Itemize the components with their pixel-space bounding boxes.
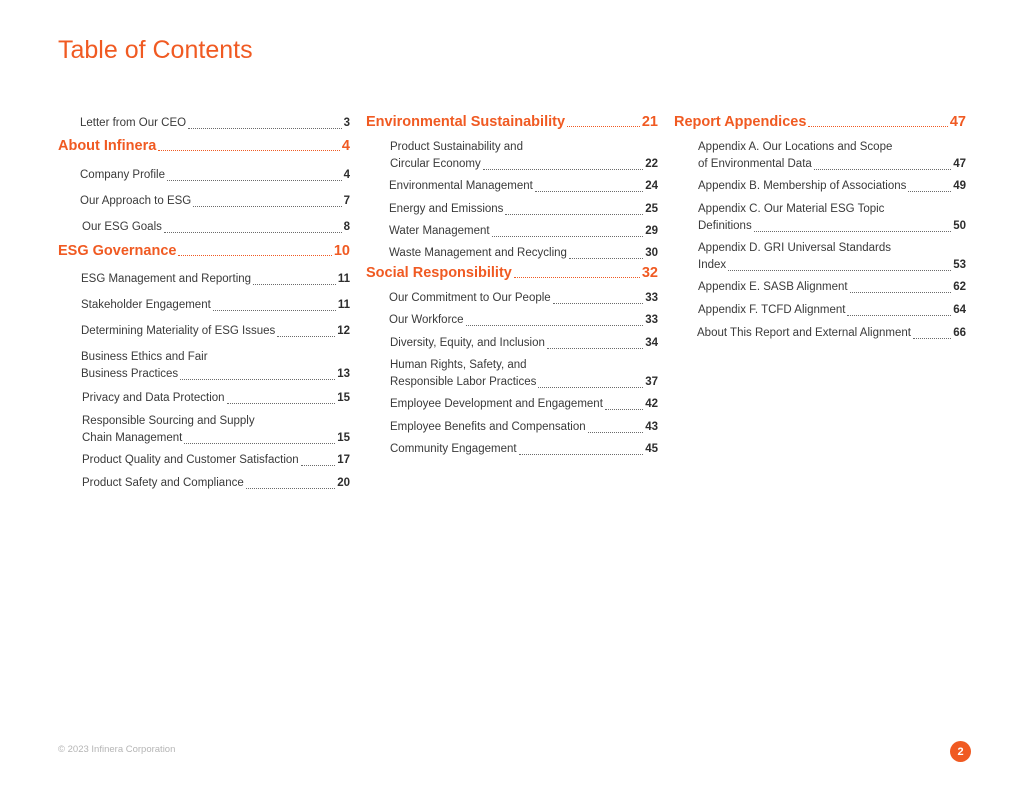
toc-entry-label: Responsible Labor Practices bbox=[390, 376, 537, 388]
toc-entry-product-sustainability[interactable] bbox=[390, 139, 658, 173]
toc-entry-page: 15 bbox=[337, 432, 350, 444]
toc-entry-letter-from-ceo[interactable] bbox=[80, 115, 350, 132]
toc-section-label: Report Appendices bbox=[674, 114, 807, 130]
toc-entry-page: 11 bbox=[337, 299, 350, 311]
toc-entry-page: 34 bbox=[645, 337, 658, 349]
toc-section-page: 47 bbox=[949, 114, 966, 130]
toc-entry-label: Appendix B. Membership of Associations bbox=[698, 180, 907, 192]
toc-entry-waste-management[interactable] bbox=[389, 245, 658, 262]
toc-section-label: ESG Governance bbox=[58, 243, 177, 259]
toc-entry-company-profile[interactable] bbox=[80, 167, 350, 184]
toc-entry-about-this-report[interactable] bbox=[697, 325, 966, 342]
toc-entry-label: Water Management bbox=[389, 225, 490, 237]
toc-section-environmental-sustainability[interactable] bbox=[366, 114, 658, 130]
toc-section-page: 4 bbox=[341, 138, 350, 154]
toc-entry-page: 29 bbox=[645, 225, 658, 237]
toc-entry-appendix-d[interactable] bbox=[698, 240, 966, 274]
toc-entry-appendix-b[interactable] bbox=[698, 178, 966, 195]
toc-entry-appendix-e[interactable] bbox=[698, 279, 966, 296]
toc-entry-label: Product Quality and Customer Satisfaction bbox=[82, 454, 299, 466]
toc-entry-label: Energy and Emissions bbox=[389, 203, 504, 215]
toc-entry-page: 47 bbox=[953, 158, 966, 170]
toc-entry-label: Determining Materiality of ESG Issues bbox=[81, 325, 276, 337]
toc-entry-label: Company Profile bbox=[80, 169, 166, 181]
toc-section-page: 21 bbox=[641, 114, 658, 130]
toc-entry-approach-to-esg[interactable] bbox=[80, 193, 350, 210]
toc-entry-page: 4 bbox=[343, 169, 350, 181]
toc-entry-privacy-data-protection[interactable] bbox=[82, 390, 350, 407]
toc-entry-page: 30 bbox=[645, 247, 658, 259]
toc-section-page: 10 bbox=[333, 243, 350, 259]
toc-entry-page: 50 bbox=[953, 220, 966, 232]
toc-section-page: 32 bbox=[641, 265, 658, 281]
toc-entry-page: 13 bbox=[337, 368, 350, 380]
toc-entry-esg-goals[interactable] bbox=[82, 219, 350, 236]
toc-entry-page: 62 bbox=[953, 281, 966, 293]
toc-entry-page: 15 bbox=[337, 392, 350, 404]
toc-entry-page: 22 bbox=[645, 158, 658, 170]
toc-entry-label: Definitions bbox=[698, 220, 752, 232]
toc-entry-page: 12 bbox=[337, 325, 350, 337]
toc-entry-page: 37 bbox=[645, 376, 658, 388]
toc-entry-label-line1: Human Rights, Safety, and bbox=[390, 359, 527, 371]
toc-entry-label: Chain Management bbox=[82, 432, 183, 444]
page-number-badge: 2 bbox=[950, 741, 971, 762]
toc-entry-employee-benefits[interactable] bbox=[390, 419, 658, 436]
toc-entry-label: Index bbox=[698, 259, 727, 271]
toc-entry-diversity-equity-inclusion[interactable] bbox=[390, 335, 658, 352]
toc-entry-label: of Environmental Data bbox=[698, 158, 812, 170]
toc-entry-commitment-to-people[interactable] bbox=[389, 290, 658, 307]
toc-entry-business-ethics[interactable] bbox=[81, 349, 350, 383]
toc-entry-page: 33 bbox=[645, 292, 658, 304]
toc-entry-label: Business Practices bbox=[81, 368, 179, 380]
toc-entry-label: Product Safety and Compliance bbox=[82, 477, 244, 489]
toc-entry-label: Our Approach to ESG bbox=[80, 195, 192, 207]
toc-entry-page: 24 bbox=[645, 180, 658, 192]
toc-section-label: About Infinera bbox=[58, 138, 157, 154]
toc-entry-water-management[interactable] bbox=[389, 223, 658, 240]
toc-entry-label: Employee Development and Engagement bbox=[390, 398, 603, 410]
toc-entry-label: Waste Management and Recycling bbox=[389, 247, 567, 259]
toc-entry-esg-management-reporting[interactable] bbox=[81, 271, 350, 288]
toc-entry-label: Environmental Management bbox=[389, 180, 533, 192]
copyright-notice: © 2023 Infinera Corporation bbox=[58, 744, 176, 755]
toc-entry-label-line1: Business Ethics and Fair bbox=[81, 351, 208, 363]
toc-section-about-infinera[interactable] bbox=[58, 138, 350, 154]
toc-entry-page: 25 bbox=[645, 203, 658, 215]
toc-entry-appendix-a[interactable] bbox=[698, 139, 966, 173]
toc-entry-employee-development[interactable] bbox=[390, 396, 658, 413]
toc-entry-label-line1: Responsible Sourcing and Supply bbox=[82, 415, 255, 427]
toc-entry-page: 8 bbox=[343, 221, 350, 233]
toc-entry-responsible-sourcing[interactable] bbox=[82, 413, 350, 447]
toc-entry-label: Letter from Our CEO bbox=[80, 117, 187, 129]
toc-entry-label: Stakeholder Engagement bbox=[81, 299, 211, 311]
toc-entry-label: Community Engagement bbox=[390, 443, 517, 455]
toc-entry-page: 20 bbox=[337, 477, 350, 489]
toc-entry-product-safety[interactable] bbox=[82, 475, 350, 492]
toc-entry-determining-materiality[interactable] bbox=[81, 323, 350, 340]
toc-entry-page: 33 bbox=[645, 314, 658, 326]
toc-section-report-appendices[interactable] bbox=[674, 114, 966, 130]
toc-entry-page: 3 bbox=[343, 117, 350, 129]
toc-entry-label: Circular Economy bbox=[390, 158, 481, 170]
toc-entry-label: Appendix F. TCFD Alignment bbox=[698, 304, 846, 316]
toc-entry-product-quality[interactable] bbox=[82, 452, 350, 469]
toc-entry-label: Appendix E. SASB Alignment bbox=[698, 281, 848, 293]
toc-entry-environmental-management[interactable] bbox=[389, 178, 658, 195]
toc-entry-label: Employee Benefits and Compensation bbox=[390, 421, 586, 433]
toc-entry-page: 64 bbox=[953, 304, 966, 316]
toc-entry-appendix-f[interactable] bbox=[698, 302, 966, 319]
toc-section-esg-governance[interactable] bbox=[58, 243, 350, 259]
toc-entry-label: Diversity, Equity, and Inclusion bbox=[390, 337, 545, 349]
toc-entry-page: 53 bbox=[953, 259, 966, 271]
toc-entry-page: 42 bbox=[645, 398, 658, 410]
toc-entry-appendix-c[interactable] bbox=[698, 201, 966, 235]
toc-section-label: Environmental Sustainability bbox=[366, 114, 566, 130]
toc-entry-label: Our ESG Goals bbox=[82, 221, 162, 233]
toc-entry-page: 49 bbox=[953, 180, 966, 192]
toc-entry-page: 11 bbox=[337, 273, 350, 285]
toc-section-label: Social Responsibility bbox=[366, 265, 512, 281]
toc-entry-page: 66 bbox=[953, 327, 966, 339]
toc-entry-label: About This Report and External Alignment bbox=[697, 327, 911, 339]
toc-entry-page: 45 bbox=[645, 443, 658, 455]
toc-entry-label: Our Workforce bbox=[389, 314, 464, 326]
toc-entry-page: 17 bbox=[337, 454, 350, 466]
toc-entry-label-line1: Appendix A. Our Locations and Scope bbox=[698, 141, 893, 153]
toc-entry-energy-emissions[interactable] bbox=[389, 201, 658, 218]
toc-entry-label-line1: Appendix C. Our Material ESG Topic bbox=[698, 203, 885, 215]
toc-entry-label: Our Commitment to Our People bbox=[389, 292, 551, 304]
toc-entry-page: 43 bbox=[645, 421, 658, 433]
toc-entry-our-workforce[interactable] bbox=[389, 312, 658, 329]
toc-entry-page: 7 bbox=[343, 195, 350, 207]
toc-entry-label-line1: Appendix D. GRI Universal Standards bbox=[698, 242, 892, 254]
toc-entry-human-rights[interactable] bbox=[390, 357, 658, 391]
page-title: Table of Contents bbox=[58, 36, 253, 64]
toc-entry-label: Privacy and Data Protection bbox=[82, 392, 225, 404]
toc-entry-community-engagement[interactable] bbox=[390, 441, 658, 458]
toc-entry-label-line1: Product Sustainability and bbox=[390, 141, 523, 153]
toc-entry-stakeholder-engagement[interactable] bbox=[81, 297, 350, 314]
toc-entry-label: ESG Management and Reporting bbox=[81, 273, 252, 285]
toc-section-social-responsibility[interactable] bbox=[366, 265, 658, 281]
